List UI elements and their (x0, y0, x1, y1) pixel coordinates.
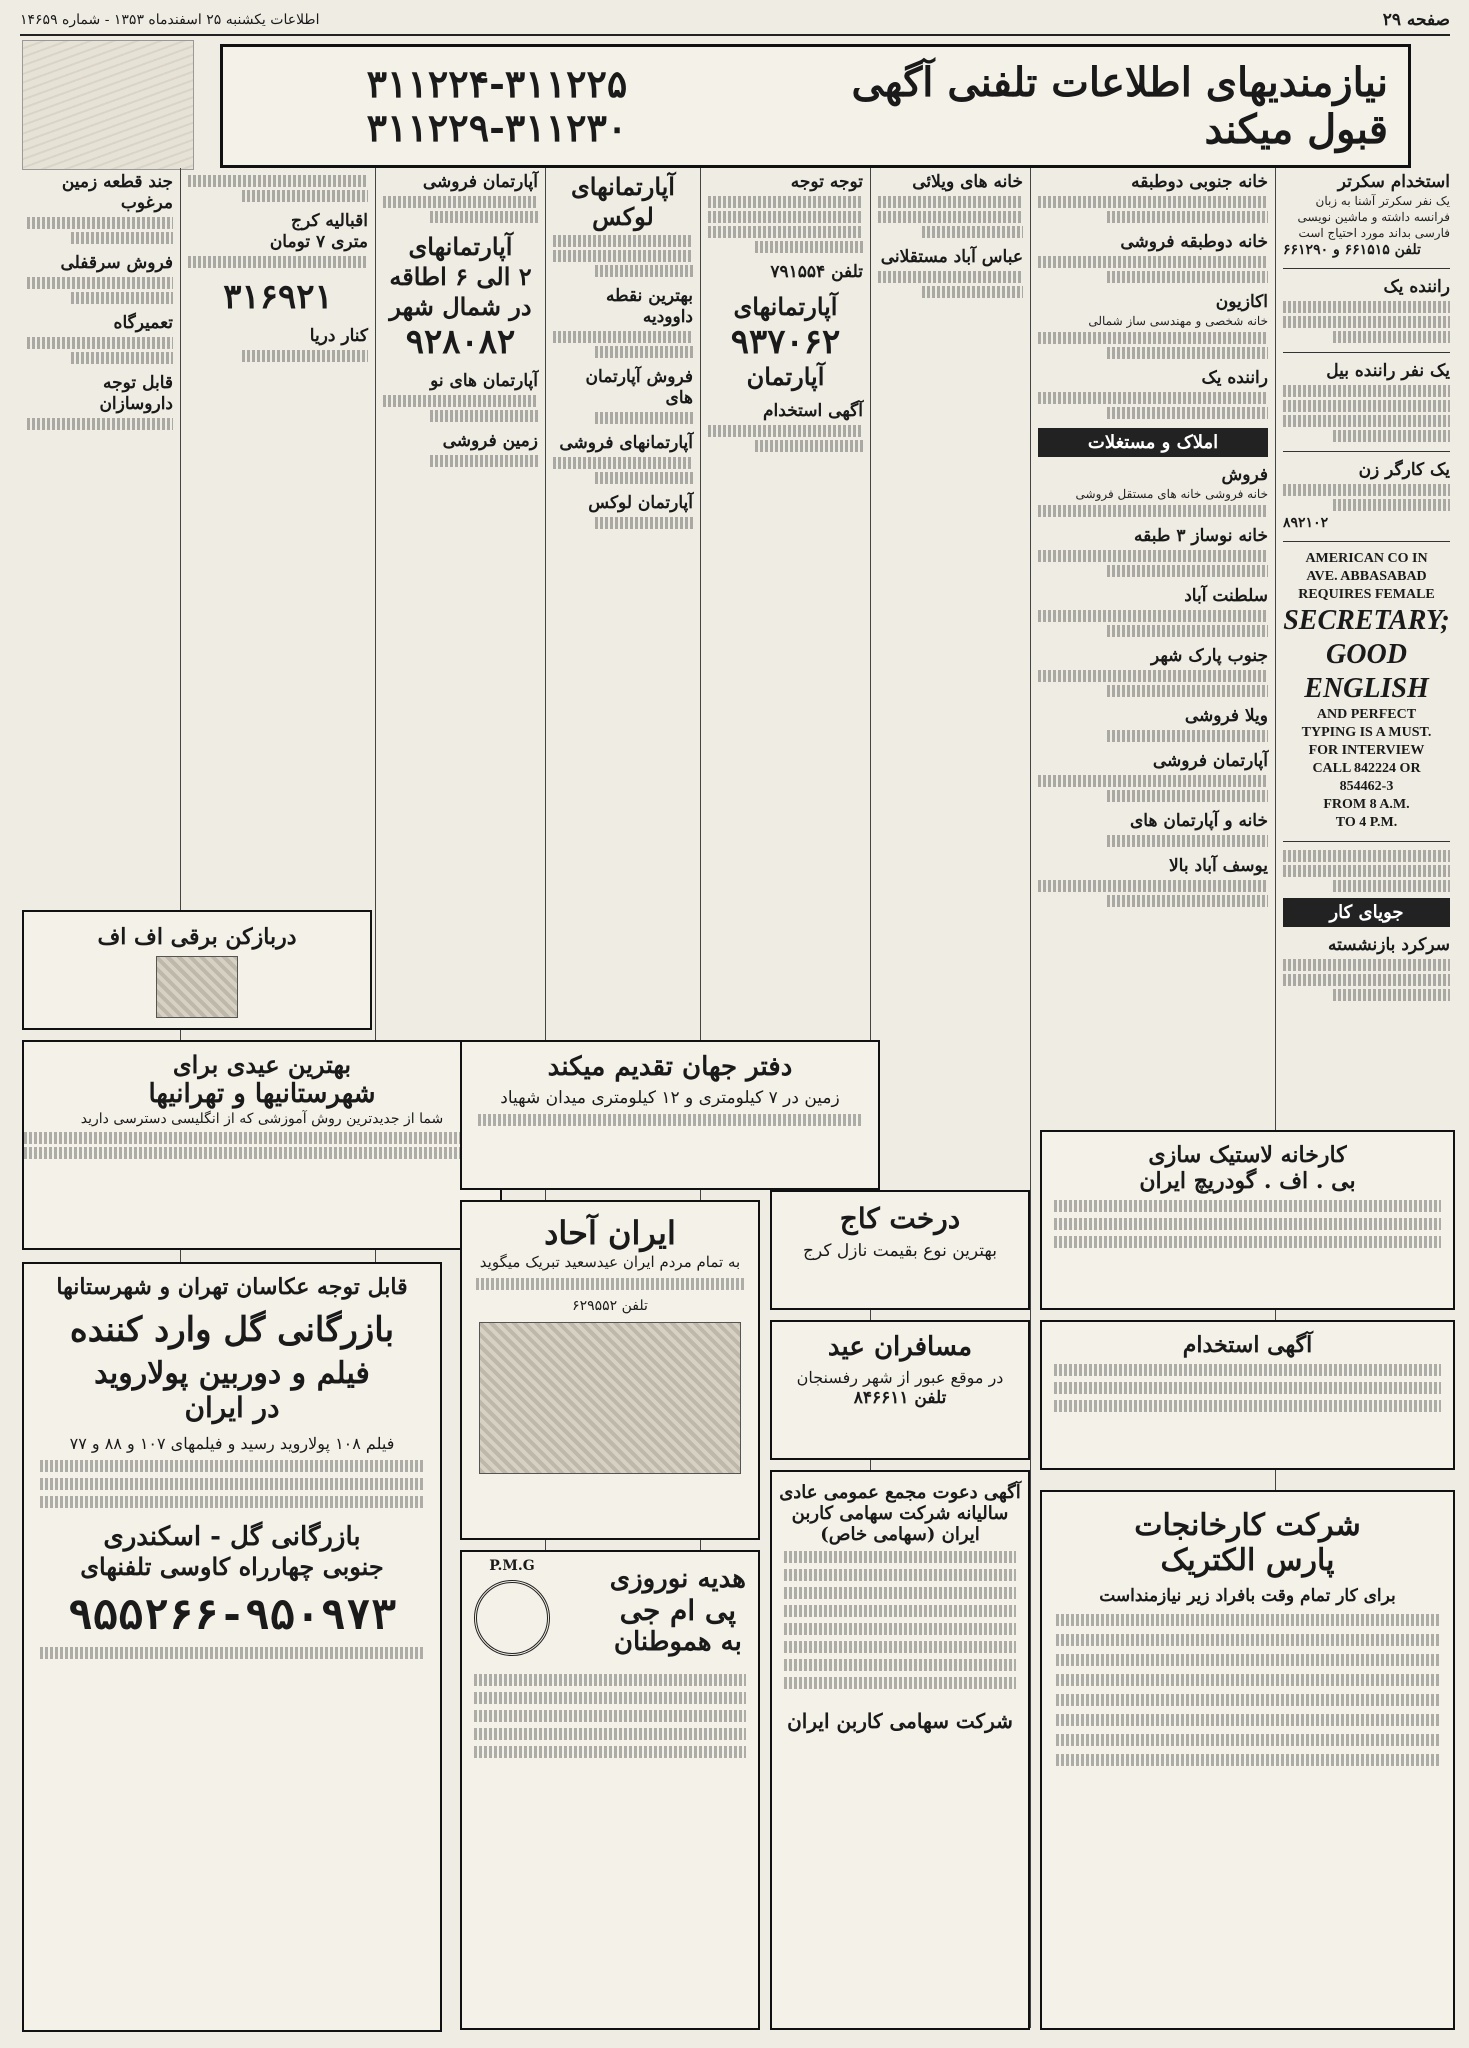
ad-title: استخدام سکرتر (1337, 172, 1450, 192)
derakht-title: درخت کاج (839, 1202, 961, 1235)
text-block (474, 1692, 746, 1704)
ad-title: خانه جنوبی دوطبقه (1131, 172, 1268, 192)
text-block (1054, 1382, 1441, 1394)
classified-ad (1283, 460, 1450, 532)
text-block (1038, 196, 1268, 208)
text-block (1107, 347, 1268, 359)
text-block (784, 1677, 1016, 1689)
ad-body: یک نفر سکرتر آشنا به زبان فرانسه داشته و ماشین نویسی فارسی بداند مورد احتیاج است (1297, 194, 1450, 240)
text-block (1038, 775, 1268, 787)
pine-tree-ad (770, 1190, 1030, 1310)
ad-subtitle: متری ۷ تومان (269, 232, 368, 252)
banner-phones (223, 62, 757, 150)
ad-body: خانه فروشی خانه های مستقل فروشی (1075, 487, 1268, 501)
classified-ad (708, 292, 863, 392)
banner-phones-line1: ۳۱۱۲۲۴-۳۱۱۲۲۵ (366, 61, 628, 106)
majma-footer: شرکت سهامی کاربن ایران (787, 1709, 1013, 1733)
bazargani-body: فیلم ۱۰۸ پولاروید رسید و فیلمهای ۱۰۷ و ۸۸ و ۷۷ (69, 1434, 395, 1453)
ad-title: خانه دوطبقه فروشی (1120, 232, 1268, 252)
ad-title: آپارتمانهای فروشی (559, 433, 693, 453)
ad-title: آپارتمانهای لوکس (571, 172, 675, 231)
ad-subtitle: در شمال شهر (389, 292, 532, 321)
text-block (1283, 484, 1450, 496)
estekhdam-title: آگهی استخدام (1182, 1332, 1313, 1358)
text-block (1056, 1734, 1439, 1746)
iran-subtitle: به تمام مردم ایران عیدسعید تبریک میگوید (479, 1253, 741, 1271)
text-block (1054, 1364, 1441, 1376)
text-block (595, 412, 693, 424)
text-block (1333, 430, 1450, 442)
hedieh-subtitle2: به هموطنان (613, 1626, 742, 1657)
divider (1283, 352, 1450, 353)
ad-title: ویلا فروشی (1184, 706, 1268, 726)
text-block (1056, 1614, 1439, 1626)
goodrich-ad (1040, 1130, 1455, 1310)
english-line: AVE. ABBASABAD (1306, 569, 1427, 584)
text-block (922, 286, 1024, 298)
classifieds-banner (220, 44, 1411, 168)
classified-ad (1038, 811, 1268, 847)
hedieh-title: هدیه نوروزی (609, 1563, 746, 1594)
english-line: 854462-3 (1339, 779, 1394, 794)
text-block (784, 1641, 1016, 1653)
text-block (1107, 730, 1268, 742)
bazargani-phones: ۹۵۵۲۶۶-۹۵۰۹۷۳ (67, 1590, 397, 1639)
classified-ad (27, 313, 173, 364)
text-block (27, 418, 173, 430)
text-block (1056, 1634, 1439, 1646)
text-block (1283, 385, 1450, 397)
text-block (71, 292, 173, 304)
banner-phones-line2: ۳۱۱۲۲۹-۳۱۱۲۳۰ (366, 105, 628, 150)
text-block (27, 277, 173, 289)
text-block (1107, 835, 1268, 847)
text-block (1038, 880, 1268, 892)
text-block (878, 271, 1023, 283)
text-block (1333, 499, 1450, 511)
english-ad (1283, 550, 1450, 832)
text-block (40, 1478, 424, 1490)
english-line: FROM 8 A.M. (1323, 797, 1410, 812)
ad-title: اکازیون (1215, 292, 1268, 312)
ad-title: فروش سرقفلی (60, 253, 173, 273)
text-block (1038, 670, 1268, 682)
ad-title: جند قطعه زمین مرغوب (61, 172, 173, 213)
daftar-title: دفتر جهان تقدیم میکند (547, 1052, 793, 1082)
classified-ad (188, 326, 368, 362)
ad-title: فروش (1221, 465, 1268, 485)
text-block (1107, 790, 1268, 802)
pmg-label: P.M.G (489, 1558, 535, 1574)
text-block (383, 395, 538, 407)
classified-ad (27, 172, 173, 244)
divider (1283, 841, 1450, 842)
ad-title: توجه توجه (790, 172, 863, 192)
pmg-gift-ad (460, 1550, 760, 2030)
lastic-subtitle: بی . اف . گودریچ ایران (1139, 1168, 1356, 1194)
ad-title: یک نفر راننده بیل (1326, 361, 1450, 381)
text-block (478, 1114, 862, 1126)
derakht-body: بهترین نوع بقیمت نازل کرج (803, 1241, 997, 1261)
ad-phone: ۸۹۲۱۰۲ (1283, 515, 1329, 531)
text-block (1283, 400, 1450, 412)
text-block (1333, 331, 1450, 343)
afaf-title: دربازکن برقی اف اف (97, 924, 297, 950)
classified-ad (27, 373, 173, 430)
classified-ad (383, 431, 538, 467)
ad-title: راننده یک (1201, 368, 1268, 388)
ad-phone: ۹۲۸۰۸۲ (405, 322, 516, 362)
text-block (474, 1674, 746, 1686)
daftar-jahan-ad (460, 1040, 880, 1190)
ad-title: آپارتمان فروشی (1152, 751, 1268, 771)
ad-phone: تلفن ۶۶۱۵۱۵ و ۶۶۱۲۹۰ (1283, 242, 1421, 258)
banner-illustration-left (22, 40, 194, 170)
ad-title: جنوب پارک شهر (1150, 646, 1268, 666)
text-block (476, 1278, 744, 1290)
text-block (1283, 959, 1450, 971)
bazargani-name: بازرگانی گل - اسکندری (103, 1522, 361, 1552)
text-block (553, 331, 693, 343)
text-block (708, 425, 863, 437)
text-block (1038, 550, 1268, 562)
classified-ad (708, 262, 863, 283)
ad-title: خانه نوساز ۳ طبقه (1134, 526, 1268, 546)
text-block (922, 226, 1024, 238)
afaf-logo (156, 956, 238, 1018)
english-line: AMERICAN CO IN (1305, 551, 1428, 566)
text-block (1038, 610, 1268, 622)
ad-title: زمین فروشی (442, 431, 538, 451)
classified-ad (1038, 526, 1268, 577)
eid-body: شما از جدیدترین روش آموزشی که از انگلیسی دسترسی دارید (80, 1111, 444, 1127)
text-block (1038, 256, 1268, 268)
classified-ad (878, 172, 1023, 238)
issue-line: اطلاعات یکشنبه ۲۵ اسفندماه ۱۳۵۳ - شماره ۱۴۶۵۹ (20, 12, 320, 28)
banner-title: نیازمندیهای اطلاعات تلفنی آگهی قبول میکند (851, 59, 1388, 153)
text-block (784, 1623, 1016, 1635)
text-block (1056, 1674, 1439, 1686)
mosaferan-body: در موقع عبور از شهر رفسنجان (796, 1368, 1004, 1387)
classified-ad (1283, 277, 1450, 343)
ad-title: فروش آپارتمان های (585, 367, 693, 408)
classified-ad (1038, 368, 1268, 419)
daftar-body: زمین در ۷ کیلومتری و ۱۲ کیلومتری میدان شهیاد (500, 1088, 840, 1108)
bazargani-gol-ad (22, 1262, 442, 2032)
text-block (1056, 1654, 1439, 1666)
ad-title: راننده یک (1383, 277, 1450, 297)
text-block (1107, 895, 1268, 907)
text-block (71, 352, 173, 364)
classified-ad (708, 172, 863, 253)
text-block (1054, 1218, 1441, 1230)
text-block (1038, 332, 1268, 344)
text-block (383, 196, 538, 208)
text-block (474, 1746, 746, 1758)
text-block (708, 196, 863, 208)
text-block (784, 1659, 1016, 1671)
classified-ad (708, 401, 863, 452)
classified-ad (1038, 706, 1268, 742)
text-block (430, 410, 539, 422)
english-line: AND PERFECT (1316, 707, 1417, 722)
text-block (1054, 1400, 1441, 1412)
classified-ad (1038, 751, 1268, 802)
text-block (553, 250, 693, 262)
carbon-iran-meeting-ad (770, 1470, 1030, 2030)
divider (1283, 541, 1450, 542)
section-heading: املاک و مستغلات (1038, 428, 1268, 457)
text-block (430, 211, 539, 223)
ad-subtitle: داروسازان (99, 394, 173, 414)
text-block (1283, 316, 1450, 328)
divider (1283, 451, 1450, 452)
text-block (784, 1587, 1016, 1599)
classified-ad (878, 247, 1023, 298)
text-block (1056, 1714, 1439, 1726)
text-block (595, 346, 693, 358)
classified-ad (1038, 646, 1268, 697)
classified-ad (188, 175, 368, 202)
classified-ad (383, 371, 538, 422)
ad-title: خانه و آپارتمان های (1129, 811, 1268, 831)
classified-ad (1038, 465, 1268, 517)
text-block (708, 211, 863, 223)
ad-title: سلطنت آباد (1184, 586, 1268, 606)
text-block (553, 235, 693, 247)
classified-ad (553, 172, 693, 277)
ad-title: عباس آباد مستقلانی (880, 247, 1023, 267)
pars-electric-ad (1040, 1490, 1455, 2030)
classified-ad (188, 211, 368, 268)
text-block (553, 457, 693, 469)
ad-title: آپارتمان لوکس (588, 493, 693, 513)
ad-title: آپارتمان فروشی (422, 172, 538, 192)
text-block (1107, 211, 1268, 223)
classified-ad (383, 232, 538, 362)
text-block (1283, 974, 1450, 986)
text-block (1333, 880, 1450, 892)
bazargani-subtitle2: در ایران (184, 1391, 280, 1424)
text-block (242, 190, 368, 202)
ad-title: سرکرد بازنشسته (1327, 935, 1450, 955)
text-block (474, 1728, 746, 1740)
iran-title: ایران آحاد (544, 1214, 676, 1252)
text-block (1283, 865, 1450, 877)
text-block (71, 232, 173, 244)
eid-gift-box (22, 1040, 502, 1250)
ad-title: تعمیرگاه (113, 313, 173, 333)
divider (1283, 268, 1450, 269)
text-block (1283, 850, 1450, 862)
pars-subtitle: پارس الکتریک (1160, 1543, 1335, 1578)
ad-title: آپارتمانهای (733, 292, 838, 321)
ad-title: آپارتمانهای (408, 232, 513, 261)
classified-ad (383, 172, 538, 223)
page-header (20, 6, 1450, 36)
hiring-ad (1040, 1320, 1455, 1470)
classified-ad (553, 433, 693, 484)
classified-ad (1038, 232, 1268, 283)
eid-subtitle: شهرستانیها و تهرانیها (148, 1079, 376, 1109)
building-illustration (479, 1322, 741, 1474)
ad-title: یوسف آباد بالا (1168, 856, 1268, 876)
bazargani-head: قابل توجه عکاسان تهران و شهرستانها (56, 1274, 408, 1300)
text-block (1107, 625, 1268, 637)
iran-ahad-ad (460, 1200, 760, 1540)
bazargani-subtitle: فیلم و دوربین پولاروید (94, 1356, 370, 1391)
text-block (188, 256, 368, 268)
text-block (784, 1605, 1016, 1617)
text-block (595, 265, 693, 277)
english-line: TO 4 P.M. (1335, 815, 1398, 830)
english-line: REQUIRES FEMALE (1298, 587, 1435, 602)
classified-ad (553, 367, 693, 424)
classified-ad (1283, 935, 1450, 1001)
text-block (24, 1132, 500, 1144)
ad-title: بهترین نقطه داوودیه (605, 286, 693, 327)
bazargani-address: جنوبی چهارراه کاوسی تلفنهای (80, 1552, 384, 1581)
lastic-title: کارخانه لاستیک سازی (1148, 1142, 1347, 1168)
classified-ad (1283, 361, 1450, 442)
english-line: FOR INTERVIEW (1308, 743, 1425, 758)
pmg-logo (474, 1580, 550, 1656)
eid-title: بهترین عیدی برای (172, 1050, 352, 1079)
text-block (784, 1569, 1016, 1581)
text-block (1283, 415, 1450, 427)
english-line: TYPING IS A MUST. (1301, 725, 1432, 740)
afaf-ad-box (22, 910, 372, 1030)
text-block (784, 1551, 1016, 1563)
text-block (1038, 505, 1268, 517)
english-line: SECRETARY; (1283, 605, 1450, 636)
classified-ad (1038, 292, 1268, 359)
ad-body: خانه شخصی و مهندسی ساز شمالی (1088, 314, 1268, 328)
ad-title: آگهی استخدام (763, 401, 863, 421)
text-block (1054, 1236, 1441, 1248)
text-block (188, 175, 368, 187)
text-block (1333, 989, 1450, 1001)
text-block (27, 337, 173, 349)
majma-title: آگهی دعوت مجمع عمومی عادی (779, 1482, 1021, 1503)
bazargani-title: بازرگانی گل وارد کننده (69, 1310, 395, 1350)
classified-ad (553, 286, 693, 358)
classified-ad (1038, 172, 1268, 223)
travelers-ad (770, 1320, 1030, 1460)
text-block (1107, 685, 1268, 697)
text-block (1056, 1694, 1439, 1706)
text-block (430, 455, 539, 467)
text-block (878, 211, 1023, 223)
pars-title: شرکت کارخانجات (1134, 1508, 1361, 1543)
pars-body: برای کار تمام وقت بافراد زیر نیازمنداست (1099, 1586, 1396, 1606)
text-block (40, 1496, 424, 1508)
text-block (708, 226, 863, 238)
text-block (755, 440, 864, 452)
text-block (1107, 565, 1268, 577)
text-block (40, 1460, 424, 1472)
ad-title: آپارتمان (746, 362, 825, 391)
classified-ad (1038, 856, 1268, 907)
text-block (24, 1147, 500, 1159)
page-number: صفحه ۲۹ (1382, 10, 1450, 30)
text-block (474, 1710, 746, 1722)
text-block (595, 472, 693, 484)
ad-phone: ۹۳۷۰۶۲ (730, 322, 841, 362)
text-block (1107, 271, 1268, 283)
english-line: ENGLISH (1304, 673, 1429, 704)
text-block (595, 517, 693, 529)
majma-subtitle: سالیانه شرکت سهامی کاربن (791, 1503, 1009, 1524)
ad-phone: ۳۱۶۹۲۱ (223, 277, 333, 317)
classified-ad (27, 253, 173, 304)
text-block (755, 241, 864, 253)
ad-title: یک کارگر زن (1358, 460, 1450, 480)
english-line: GOOD (1326, 639, 1407, 670)
mosaferan-phone: تلفن ۸۴۶۶۱۱ (853, 1388, 947, 1408)
iran-phone: تلفن ۶۲۹۵۵۲ (572, 1298, 648, 1314)
classified-ad (1283, 172, 1450, 259)
ad-title: آپارتمان های نو (430, 371, 538, 391)
hedieh-subtitle: پی ام جی (619, 1593, 737, 1627)
majma-subtitle2: ایران (سهامی خاص) (820, 1524, 980, 1545)
text-block (242, 350, 368, 362)
text-block (1054, 1200, 1441, 1212)
classified-ad (553, 493, 693, 529)
text-block (27, 217, 173, 229)
ad-title: کنار دریا (309, 326, 368, 346)
ad-title: اقبالیه کرج (291, 211, 368, 231)
mosaferan-title: مسافران عید (827, 1332, 973, 1362)
ad-subtitle: ۲ الی ۶ اطاقه (389, 262, 532, 291)
ad-title: تلفن ۷۹۱۵۵۴ (770, 262, 863, 282)
classified-ad (188, 277, 368, 317)
text-block (1038, 392, 1268, 404)
section-heading: جویای کار (1283, 898, 1450, 927)
ad-title: خانه های ویلائی (912, 172, 1023, 192)
text-block (878, 196, 1023, 208)
english-line: CALL 842224 OR (1312, 761, 1421, 776)
text-block (1107, 407, 1268, 419)
text-block (40, 1647, 424, 1659)
text-block (1056, 1754, 1439, 1766)
classified-ad (1038, 586, 1268, 637)
text-block (1283, 301, 1450, 313)
ad-title: قابل توجه (103, 373, 173, 393)
